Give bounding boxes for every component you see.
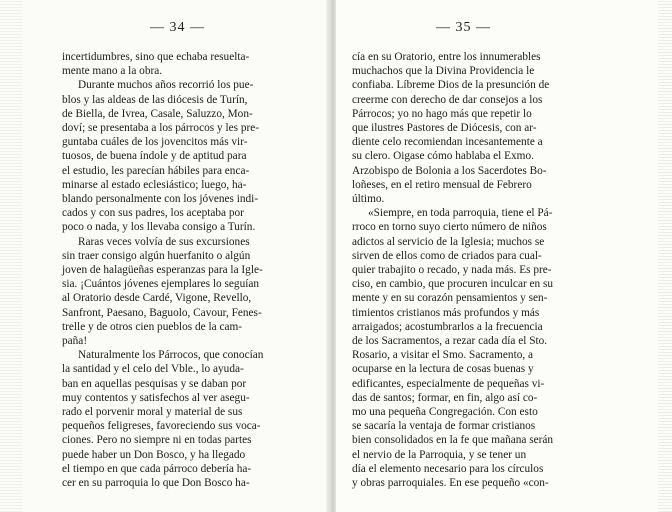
text-line: ban en aquellas pesquisas y se daban por xyxy=(62,377,247,390)
text-line: cados y con sus padres, los aceptaba por xyxy=(62,207,244,220)
text-line: el estudio, les parecían hábiles para enca- xyxy=(62,164,250,177)
text-line: arraigados; acostumbrarlos a la frecuencia xyxy=(352,320,543,333)
text-line: su clero. Oigase cómo hablaba el Exmo. xyxy=(352,150,534,163)
text-line: se sacaría la ventaja de formar cristianos xyxy=(352,420,536,433)
text-line: doví; se presentaba a los párrocos y les pre- xyxy=(62,122,260,135)
text-line: blos y las aldeas de las diócesis de Turín, xyxy=(62,93,248,106)
text-line: das de santos; formar, en fin, algo así co- xyxy=(352,391,538,404)
text-line: día el elemento necesario para los círculos xyxy=(352,462,544,475)
right-page xyxy=(336,0,672,512)
text-line: confiaba. Líbreme Dios de la presunción de xyxy=(352,79,550,92)
text-line: «Siempre, en toda parroquia, tiene el Pá- xyxy=(368,207,553,220)
text-line: guntaba cuáles de los jovencitos más vir- xyxy=(62,136,248,149)
text-line: timientos cristianos más profundos y más xyxy=(352,306,540,319)
text-line: Párrocos; yo no hago más que repetir lo xyxy=(352,107,532,120)
text-line: ciones. Pero no siempre ni en todas partes xyxy=(62,434,252,447)
text-line: la santidad y el celo del Vble., lo ayuda- xyxy=(62,363,244,376)
text-line: loñeses, en el retiro mensual de Febrero xyxy=(352,178,532,191)
text-line: Raras veces volvía de sus excursiones xyxy=(78,235,250,248)
page-number-35: — 35 — xyxy=(436,20,491,35)
text-line: de Biella, de Ivrea, Casale, Saluzzo, Mon- xyxy=(62,107,253,120)
text-line: al Oratorio desde Cardé, Vigone, Revello, xyxy=(62,292,252,305)
text-line: puede haber un Don Bosco, y ha llegado xyxy=(62,448,246,461)
text-line: Durante muchos años recorrió los pue- xyxy=(78,79,254,92)
left-page xyxy=(0,0,328,512)
text-line: sia. ¡Cuántos jóvenes ejemplares lo seguían xyxy=(62,278,260,291)
text-line: edificantes, especialmente de pequeñas vi- xyxy=(352,377,545,390)
text-line: paña! xyxy=(62,335,88,348)
left-page-text xyxy=(62,50,302,490)
text-line: trelle y de otros cien pueblos de la cam- xyxy=(62,320,243,333)
text-line: incertidumbres, sino que echaba resuelta- xyxy=(62,51,250,63)
text-line: y obras parroquiales. En ese pequeño «con- xyxy=(352,477,549,490)
text-line: mente y en su corazón pensamientos y sen- xyxy=(352,292,548,305)
text-line: diente celo recomiendan incesantemente a xyxy=(352,136,543,149)
text-line: Naturalmente los Párrocos, que conocían xyxy=(78,349,264,362)
text-line: sin traer consigo algún huerfanito o algún xyxy=(62,249,251,262)
page-number-34: — 34 — xyxy=(150,20,205,35)
text-line: poco o nada, y los llevaba consigo a Turín. xyxy=(62,221,256,234)
text-line: Rosario, a visitar el Smo. Sacramento, a xyxy=(352,349,534,362)
text-line: último. xyxy=(352,193,385,206)
text-line: de los Sacramentos, a rezar cada día el Sto. xyxy=(352,335,548,348)
text-line: cer en su parroquia lo que Don Bosco ha- xyxy=(62,477,250,490)
text-line: tuosos, de buena índole y de aptitud para xyxy=(62,150,247,163)
text-line: que ilustres Pastores de Diócesis, con ar- xyxy=(352,122,537,135)
page-edge-left xyxy=(0,0,22,512)
text-line: sirven de ellos como de criados para cual- xyxy=(352,249,542,262)
text-line: bien consolidados en la fe que mañana serán xyxy=(352,434,554,447)
text-line: el tiempo en que cada párroco debería ha- xyxy=(62,462,252,475)
text-line: mente mano a la obra. xyxy=(62,65,163,78)
page-edge-right xyxy=(658,0,672,512)
text-line: el nervio de la Parroquia, y se tener un xyxy=(352,448,527,461)
text-line: rroco en torno suyo cierto número de niños xyxy=(352,221,547,234)
text-line: joven de halagüeñas esperanzas para la Igle- xyxy=(62,264,263,277)
text-line: creerme con derecho de dar consejos a los xyxy=(352,93,543,106)
text-line: quier trabajito o recado, y nada más. Es pre- xyxy=(352,264,552,277)
text-line: Sanfront, Paesano, Baguolo, Cavour, Fenes- xyxy=(62,306,262,319)
text-line: ciso, en cambio, que procuren inculcar en su xyxy=(352,278,554,291)
text-line: pequeños feligreses, favoreciendo sus voca- xyxy=(62,420,261,433)
text-line: cía en su Oratorio, entre los innumerables xyxy=(352,51,541,63)
text-line: mo una pequeña Congregación. Con esto xyxy=(352,406,538,419)
text-line: adictos al servicio de la Iglesia; muchos se xyxy=(352,235,545,248)
text-line: rado el porvenir moral y material de sus xyxy=(62,406,243,419)
text-line: blando personalmente con los jóvenes indi- xyxy=(62,193,259,206)
text-line: ocuparse en la lectura de cosas buenas y xyxy=(352,363,534,376)
text-line: minarse al estado eclesiástico; luego, ha- xyxy=(62,178,247,191)
text-line: muchachos que la Divina Providencia le xyxy=(352,65,535,78)
right-page-text xyxy=(352,50,608,490)
text-line: Arzobispo de Bolonia a los Sacerdotes Bo- xyxy=(352,164,547,177)
text-line: muy contentos y satisfechos al ver asegu- xyxy=(62,391,250,404)
